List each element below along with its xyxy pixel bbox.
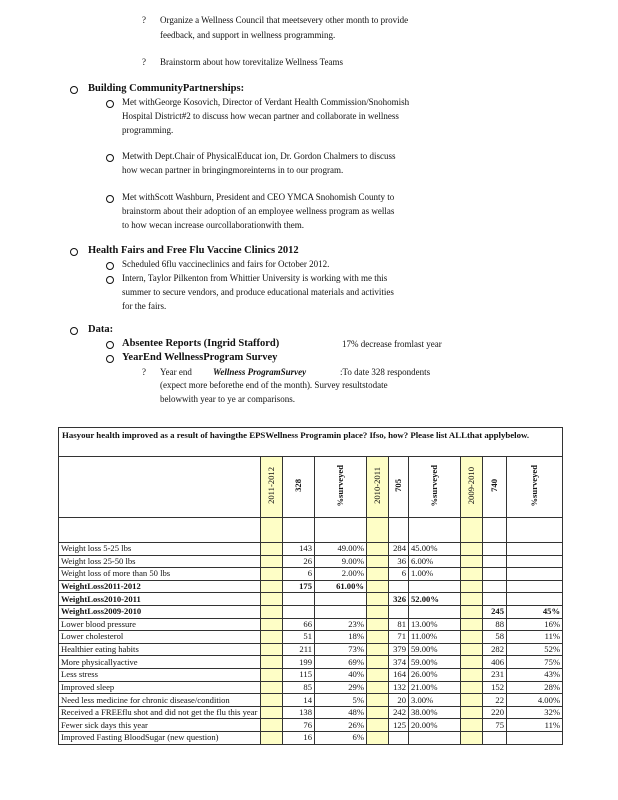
header-percent: %surveyed xyxy=(315,457,367,518)
header-row xyxy=(59,457,563,518)
table-cell: 20.00% xyxy=(409,719,461,732)
row-label: Lower blood pressure xyxy=(59,618,261,631)
table-cell xyxy=(367,681,389,694)
table-cell xyxy=(483,593,507,606)
header-count: 705 xyxy=(389,457,409,518)
row-label: Need less medicine for chronic disease/condition xyxy=(59,694,261,707)
bullet-circle xyxy=(106,195,114,203)
table-cell xyxy=(367,706,389,719)
bullet-circle xyxy=(70,248,78,256)
table-cell xyxy=(283,593,315,606)
table-cell xyxy=(367,731,389,744)
table-cell: 4.00% xyxy=(507,694,563,707)
row-label: Weight loss of more than 50 lbs xyxy=(59,568,261,581)
table-cell: 28% xyxy=(507,681,563,694)
survey-results-table xyxy=(58,427,563,745)
community-item1-line3: programming. xyxy=(122,125,174,135)
data-heading: Data: xyxy=(88,324,114,335)
table-cell: 379 xyxy=(389,643,409,656)
table-cell xyxy=(261,605,283,618)
table-cell xyxy=(507,568,563,581)
table-cell: 2.00% xyxy=(315,568,367,581)
row-label: Improved sleep xyxy=(59,681,261,694)
table-cell: 125 xyxy=(389,719,409,732)
table-row xyxy=(59,706,563,719)
table-row xyxy=(59,694,563,707)
header-count: 328 xyxy=(283,457,315,518)
table-cell xyxy=(367,656,389,669)
table-cell xyxy=(483,555,507,568)
table-cell xyxy=(483,731,507,744)
survey-line3: belowwith year to ye ar comparisons. xyxy=(160,394,295,404)
survey-line1c: :To date 328 respondents xyxy=(340,367,431,377)
community-item1-line1: Met withGeorge Kosovich, Director of Verdant Health Commission/Snohomish xyxy=(122,97,410,107)
table-cell xyxy=(261,731,283,744)
table-cell: 49.00% xyxy=(315,543,367,556)
table-cell: 6 xyxy=(283,568,315,581)
table-cell: 143 xyxy=(283,543,315,556)
health-fairs-item2-line1: Intern, Taylor Pilkenton from Whittier University is working with me this xyxy=(122,273,388,283)
row-label: Healthier eating habits xyxy=(59,643,261,656)
bullet-circle xyxy=(106,355,114,363)
table-cell xyxy=(461,706,483,719)
table-cell xyxy=(367,694,389,707)
table-row xyxy=(59,719,563,732)
survey-line1a: Year end xyxy=(160,367,192,377)
table-cell: 43% xyxy=(507,668,563,681)
question-mark: ? xyxy=(142,15,146,25)
table-cell: 211 xyxy=(283,643,315,656)
table-cell xyxy=(507,580,563,593)
table-cell: 326 xyxy=(389,593,409,606)
table-cell xyxy=(507,543,563,556)
table-cell: 5% xyxy=(315,694,367,707)
table-cell: 40% xyxy=(315,668,367,681)
table-cell: 13.00% xyxy=(409,618,461,631)
survey-line2: (expect more beforethe end of the month). Survey resultstodate xyxy=(160,380,388,390)
table-row xyxy=(59,631,563,644)
table-cell xyxy=(507,593,563,606)
health-fairs-heading: Health Fairs and Free Flu Vaccine Clinics 2012 xyxy=(88,245,299,256)
table-cell xyxy=(461,618,483,631)
table-cell: 6.00% xyxy=(409,555,461,568)
bullet-circle xyxy=(106,154,114,162)
community-item2-line2: how wecan partner in bringingmoreinterns in to our program. xyxy=(122,165,344,175)
table-cell xyxy=(461,555,483,568)
table-cell xyxy=(507,555,563,568)
table-cell xyxy=(367,555,389,568)
table-cell xyxy=(507,731,563,744)
table-cell: 21.00% xyxy=(409,681,461,694)
health-fairs-item2-line3: for the fairs. xyxy=(122,301,167,311)
table-cell xyxy=(409,605,461,618)
table-cell: 81 xyxy=(389,618,409,631)
table-cell: 16 xyxy=(283,731,315,744)
table-cell xyxy=(389,605,409,618)
table-cell: 9.00% xyxy=(315,555,367,568)
table-cell: 11% xyxy=(507,631,563,644)
table-cell: 29% xyxy=(315,681,367,694)
table-row xyxy=(59,605,563,618)
table-cell xyxy=(389,731,409,744)
table-cell xyxy=(283,605,315,618)
table-cell: 26% xyxy=(315,719,367,732)
wellness-council-line1: Organize a Wellness Council that meetsevery other month to provide xyxy=(160,15,409,25)
table-cell: 32% xyxy=(507,706,563,719)
header-blank xyxy=(59,457,261,518)
bullet-circle xyxy=(106,100,114,108)
table-row xyxy=(59,656,563,669)
question-row xyxy=(59,428,563,457)
table-cell xyxy=(483,568,507,581)
table-cell: 138 xyxy=(283,706,315,719)
table-cell xyxy=(461,643,483,656)
row-label: Weight loss 25-50 lbs xyxy=(59,555,261,568)
table-cell xyxy=(261,706,283,719)
table-cell xyxy=(461,719,483,732)
row-label: Improved Fasting BloodSugar (new question) xyxy=(59,731,261,744)
table-cell: 220 xyxy=(483,706,507,719)
table-cell: 242 xyxy=(389,706,409,719)
table-cell xyxy=(261,568,283,581)
table-row xyxy=(59,593,563,606)
table-row xyxy=(59,555,563,568)
table-cell: 71 xyxy=(389,631,409,644)
table-cell: 282 xyxy=(483,643,507,656)
header-year: 2011-2012 xyxy=(261,457,283,518)
community-item1-line2: Hospital District#2 to discuss how wecan partner and collaborate in wellness xyxy=(122,111,399,121)
question-mark: ? xyxy=(142,367,146,377)
table-cell xyxy=(261,580,283,593)
table-cell: 6% xyxy=(315,731,367,744)
table-row xyxy=(59,580,563,593)
table-cell xyxy=(483,580,507,593)
table-cell: 52% xyxy=(507,643,563,656)
table-cell: 48% xyxy=(315,706,367,719)
community-item3-line2: brainstorm about their adoption of an employee wellness program as wellas xyxy=(122,206,395,216)
table-cell: 59.00% xyxy=(409,656,461,669)
table-cell: 51 xyxy=(283,631,315,644)
survey-title: YearEnd WellnessProgram Survey xyxy=(122,352,278,363)
table-cell: 69% xyxy=(315,656,367,669)
table-cell: 75 xyxy=(483,719,507,732)
table-cell xyxy=(367,668,389,681)
table-cell xyxy=(461,580,483,593)
table-cell: 374 xyxy=(389,656,409,669)
row-label: Received a FREEflu shot and did not get the flu this year xyxy=(59,706,261,719)
table-cell: 1.00% xyxy=(409,568,461,581)
table-row xyxy=(59,681,563,694)
table-cell: 406 xyxy=(483,656,507,669)
spacer-row xyxy=(59,518,563,543)
table-cell: 20 xyxy=(389,694,409,707)
table-cell: 14 xyxy=(283,694,315,707)
survey-line1b: Wellness ProgramSurvey xyxy=(213,367,307,377)
table-row xyxy=(59,731,563,744)
table-cell xyxy=(367,568,389,581)
table-cell xyxy=(261,543,283,556)
table-row xyxy=(59,568,563,581)
table-cell xyxy=(367,631,389,644)
table-cell xyxy=(261,656,283,669)
table-cell xyxy=(261,694,283,707)
table-cell xyxy=(461,681,483,694)
table-cell xyxy=(461,605,483,618)
table-cell: 52.00% xyxy=(409,593,461,606)
row-label: Weight loss 5-25 lbs xyxy=(59,543,261,556)
row-label: Fewer sick days this year xyxy=(59,719,261,732)
table-cell: 175 xyxy=(283,580,315,593)
header-year: 2010-2011 xyxy=(367,457,389,518)
question-mark: ? xyxy=(142,57,146,67)
bullet-circle xyxy=(70,86,78,94)
table-cell xyxy=(261,719,283,732)
wellness-council-line2: feedback, and support in wellness programming. xyxy=(160,30,336,40)
table-cell xyxy=(461,656,483,669)
health-fairs-item2-line2: summer to secure vendors, and produce educational materials and activities xyxy=(122,287,394,297)
table-cell: 199 xyxy=(283,656,315,669)
table-cell xyxy=(261,618,283,631)
absentee-reports-title: Absentee Reports (Ingrid Stafford) xyxy=(122,338,280,349)
table-cell: 45.00% xyxy=(409,543,461,556)
table-cell xyxy=(261,593,283,606)
header-count: 740 xyxy=(483,457,507,518)
table-cell: 75% xyxy=(507,656,563,669)
table-cell xyxy=(367,719,389,732)
table-row xyxy=(59,643,563,656)
brainstorm-line: Brainstorm about how torevitalize Wellness Teams xyxy=(160,57,344,67)
bullet-circle xyxy=(106,262,114,270)
table-cell: 11.00% xyxy=(409,631,461,644)
row-label: More physicallyactive xyxy=(59,656,261,669)
table-cell xyxy=(367,605,389,618)
bullet-circle xyxy=(70,327,78,335)
table-cell xyxy=(315,605,367,618)
table-cell: 26 xyxy=(283,555,315,568)
table-cell xyxy=(261,631,283,644)
header-percent: %surveyed xyxy=(507,457,563,518)
table-row xyxy=(59,543,563,556)
table-cell xyxy=(367,580,389,593)
table-cell xyxy=(389,580,409,593)
table-cell xyxy=(409,580,461,593)
table-cell: 73% xyxy=(315,643,367,656)
row-label: Less stress xyxy=(59,668,261,681)
table-cell: 45% xyxy=(507,605,563,618)
table-cell: 18% xyxy=(315,631,367,644)
table-cell: 11% xyxy=(507,719,563,732)
table-cell: 164 xyxy=(389,668,409,681)
table-cell xyxy=(461,543,483,556)
table-cell: 231 xyxy=(483,668,507,681)
table-cell: 115 xyxy=(283,668,315,681)
table-cell xyxy=(483,543,507,556)
table-cell xyxy=(315,593,367,606)
table-cell: 152 xyxy=(483,681,507,694)
table-cell: 38.00% xyxy=(409,706,461,719)
table-cell: 6 xyxy=(389,568,409,581)
table-cell: 76 xyxy=(283,719,315,732)
table-cell xyxy=(367,643,389,656)
table-cell xyxy=(367,618,389,631)
bullet-circle xyxy=(106,276,114,284)
row-label: WeightLoss2009-2010 xyxy=(59,605,261,618)
community-heading: Building CommunityPartnerships: xyxy=(88,83,245,94)
table-cell xyxy=(461,568,483,581)
table-cell: 132 xyxy=(389,681,409,694)
table-cell xyxy=(409,731,461,744)
header-percent: %surveyed xyxy=(409,457,461,518)
community-item3-line1: Met withScott Washburn, President and CEO YMCA Snohomish County to xyxy=(122,192,395,202)
row-label: WeightLoss2011-2012 xyxy=(59,580,261,593)
table-cell: 61.00% xyxy=(315,580,367,593)
table-cell: 58 xyxy=(483,631,507,644)
table-cell: 22 xyxy=(483,694,507,707)
table-cell xyxy=(461,668,483,681)
community-item2-line1: Metwith Dept.Chair of PhysicalEducat ion, Dr. Gordon Chalmers to discuss xyxy=(122,151,396,161)
community-item3-line3: to how wecan increase ourcollaborationwith them. xyxy=(122,220,304,230)
row-label: WeightLoss2010-2011 xyxy=(59,593,261,606)
table-cell: 245 xyxy=(483,605,507,618)
table-cell: 16% xyxy=(507,618,563,631)
header-year: 2009-2010 xyxy=(461,457,483,518)
table-cell: 26.00% xyxy=(409,668,461,681)
table-cell: 3.00% xyxy=(409,694,461,707)
table-cell xyxy=(367,593,389,606)
table-cell: 66 xyxy=(283,618,315,631)
table-cell xyxy=(461,731,483,744)
table-cell: 284 xyxy=(389,543,409,556)
absentee-reports-detail: 17% decrease fromlast year xyxy=(342,339,442,349)
table-cell xyxy=(261,643,283,656)
table-cell xyxy=(367,543,389,556)
table-cell: 85 xyxy=(283,681,315,694)
table-cell xyxy=(461,593,483,606)
row-label: Lower cholesterol xyxy=(59,631,261,644)
health-fairs-item1: Scheduled 6flu vaccineclinics and fairs for October 2012. xyxy=(122,259,330,269)
table-cell xyxy=(461,694,483,707)
table-cell: 59.00% xyxy=(409,643,461,656)
table-cell xyxy=(261,681,283,694)
table-row xyxy=(59,668,563,681)
table-cell: 23% xyxy=(315,618,367,631)
table-cell xyxy=(461,631,483,644)
table-cell xyxy=(261,555,283,568)
table-row xyxy=(59,618,563,631)
survey-question: Hasyour health improved as a result of havingthe EPSWellness Programin place? Ifso, how? Please list ALLthat applybelow. xyxy=(59,428,563,457)
table-cell xyxy=(261,668,283,681)
table-cell: 36 xyxy=(389,555,409,568)
bullet-circle xyxy=(106,341,114,349)
table-cell: 88 xyxy=(483,618,507,631)
